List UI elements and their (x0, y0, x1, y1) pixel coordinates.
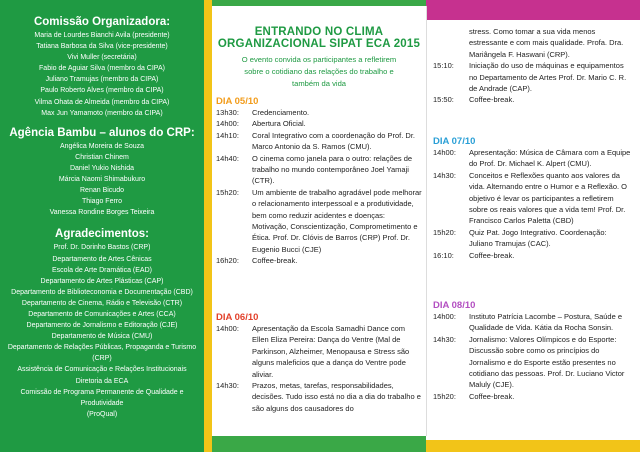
schedule-item (433, 250, 631, 261)
commissao-member: Max Jun Yamamoto (membro da CIPA) (41, 109, 163, 117)
agradecimento-item: Departamento de Artes Cênicas (52, 255, 152, 263)
agradecimento-item: Departamento de Jornalismo e Editoração (CJE) (26, 322, 178, 330)
agradecimento-item: Departamento de Comunicações e Artes (CCA) (28, 310, 176, 318)
schedule-item (433, 60, 631, 94)
agradecimento-item: Prof. Dr. Dorinho Bastos (CRP) (53, 244, 151, 252)
agradecimento-item: Departamento de Cinema, Rádio e Televisão (CTR) (21, 299, 183, 307)
title-line2: ORGANIZACIONAL SIPAT ECA 2015 (217, 38, 421, 50)
day3-label: DIA 07/10 (433, 136, 476, 147)
schedule-item (433, 94, 631, 105)
agradecimento-item: Departamento de Biblioteconomia e Documentação (CBD) (11, 288, 193, 296)
item-time: 14h00: (216, 324, 239, 333)
event-title (212, 26, 426, 90)
item-text: Coffee-break. (469, 250, 515, 260)
agencia-member: Christian Chinem (75, 153, 129, 161)
item-time: 14h30: (216, 381, 239, 391)
commissao-title: Comissão Organizadora: (33, 16, 171, 28)
item-time: 14h00: (216, 119, 239, 129)
schedule-item (216, 130, 422, 153)
green-bottom-band (212, 436, 426, 452)
item-text: Coral Integrativo com a coordenação do Prof. Dr. Marco Antonio da S. Ramos (CMU). (252, 130, 416, 152)
schedule-item (216, 323, 422, 380)
item-time: 15:10: (433, 61, 454, 71)
agradecimentos-title: Agradecimentos: (55, 228, 149, 241)
day2-label: DIA 06/10 (216, 312, 259, 323)
commissao-member: Vivi Muller (secretária) (67, 54, 137, 62)
item-text: Abertura Oficial. (252, 119, 306, 129)
schedule-item (433, 147, 631, 170)
schedule-item (433, 334, 631, 391)
commissao-member: Juliano Tramujas (membro da CIPA) (45, 76, 159, 84)
item-text: stress. Como tomar a sua vida menos estressante e com mais qualidade. Profa. Dra. Mariângela F. Haswani (CRP). (469, 27, 624, 59)
agradecimento-item: (ProQual) (86, 410, 118, 418)
schedule-item (216, 107, 422, 118)
agencia-member: Angélica Moreira de Souza (59, 142, 145, 150)
commissao-section (0, 0, 204, 119)
item-time: 14h40: (216, 153, 239, 163)
commissao-member: Paulo Roberto Alves (membro da CIPA) (40, 87, 164, 95)
day3-schedule (433, 136, 631, 261)
yellow-stripe (204, 0, 212, 452)
schedule-item (216, 153, 422, 187)
item-time: 14h10: (216, 130, 239, 140)
agradecimento-item: Escola de Arte Dramática (EAD) (52, 266, 152, 274)
day2-schedule (216, 312, 422, 414)
yellow-bottom-band (426, 440, 640, 452)
item-text: Prazos, metas, tarefas, responsabilidades, decisões. Tudo isso está no dia a dia do trabalho e são alguns dos causadores do (252, 381, 421, 413)
day1-label: DIA 05/10 (216, 96, 259, 107)
continuation-text (433, 26, 631, 60)
item-time: 14h00: (433, 148, 456, 157)
column-divider (426, 6, 427, 436)
schedule-item (216, 380, 422, 414)
day4-label: DIA 08/10 (433, 300, 476, 311)
agradecimento-item: Diretoria da ECA (75, 377, 129, 385)
schedule-item (433, 170, 631, 227)
item-time: 15:50: (433, 95, 454, 105)
item-text: Jornalismo: Valores Olímpicos e do Esporte: Discussão sobre como os princípios do Jornalismo e do Esporte estão presentes no cotidiano das pessoas. Prof. Dr. Luciano Victor Maluly (CJE). (469, 334, 625, 390)
item-text: Conceitos e Reflexões quanto aos valores da vida. Alternando entre o Humor e a Reflexão. O objetivo é levar os participantes a refletirem sobre os reais valores que a vida tem! Prof. Dr. Francisco Carlos Paletta (CBD) (469, 170, 628, 226)
schedule-item (216, 187, 422, 255)
schedule-item (216, 255, 422, 266)
agencia-member: Renan Bicudo (80, 187, 124, 195)
item-text: Coffee-break. (469, 391, 515, 401)
agencia-section (0, 127, 204, 219)
commissao-member: Tatiana Barbosa da Silva (vice-presidente) (36, 43, 168, 51)
day2-continuation (433, 26, 631, 106)
title-line1: ENTRANDO NO CLIMA (254, 26, 384, 38)
commissao-member: Fabio de Aguiar Silva (membro da CIPA) (39, 65, 165, 73)
item-time: 15h20: (216, 187, 239, 197)
day1-schedule (216, 96, 422, 267)
item-text: Instituto Patrícia Lacombe – Postura, Saúde e Qualidade de Vida. Kátia da Rocha Sonsin. (469, 312, 623, 333)
agencia-member: Daniel Yukio Nishida (69, 164, 135, 172)
item-time: 14h30: (433, 334, 456, 344)
agradecimento-item: Assistência de Comunicação e Relações Institucionais (17, 366, 187, 374)
schedule-item (216, 118, 422, 129)
item-time: 14h00: (433, 312, 456, 321)
commissao-member: Vilma Ohata de Almeida (membro da CIPA) (34, 98, 170, 106)
item-time: 16h20: (216, 256, 239, 266)
item-time: 13h30: (216, 108, 239, 117)
left-panel (0, 0, 204, 452)
magenta-top-band (426, 0, 640, 20)
item-text: Apresentação: Música de Câmara com a Equipe do Prof. Dr. Michael K. Alpert (CMU). (469, 148, 631, 169)
green-top-band (212, 0, 426, 6)
item-time: 16:10: (433, 250, 454, 260)
item-text: O cinema como janela para o outro: relações de trabalho no mundo contemporâneo Joel Yamaji (CTR). (252, 153, 413, 186)
agradecimentos-section (0, 228, 204, 420)
schedule-item (433, 391, 631, 402)
item-text: Apresentação da Escola Samadhi Dance com Ellen Eliza Pereira: Dança do Ventre (Mal de Parkinson, Alzheimer, Menopausa e Stress são alguns maleficios que a dança do Ventre pode aliviar. (252, 324, 410, 379)
schedule-item (433, 311, 631, 334)
schedule-item (433, 227, 631, 250)
agradecimento-item: Departamento de Artes Plásticas (CAP) (40, 277, 164, 285)
agencia-member: Márcia Naomi Shimabukuro (58, 176, 146, 184)
day4-schedule (433, 300, 631, 402)
event-subtitle: O evento convida os participantes a refletirem sobre o cotidiano das relações do trabalho e também da vida (241, 55, 397, 88)
commissao-member: Maria de Lourdes Bianchi Avila (presidente) (34, 32, 170, 39)
agradecimento-item: Departamento de Relações Públicas, Propaganda e Turismo (CRP) (7, 344, 197, 363)
agradecimento-item: Departamento de Música (CMU) (51, 333, 153, 341)
item-time: 14h30: (433, 170, 456, 180)
item-text: Credenciamento. (252, 108, 310, 117)
item-time: 15h20: (433, 227, 456, 237)
agradecimento-item: Comissão de Programa Permanente de Qualidade e Produtividade (20, 388, 184, 407)
item-text: Iniciação do uso de máquinas e equipamentos no Departamento de Artes Prof. Dr. Mario C. R. de Andrade (CAP). (469, 61, 627, 94)
agencia-member: Vanessa Rondine Borges Teixeira (49, 209, 155, 217)
item-text: Coffee-break. (469, 95, 515, 105)
item-text: Quiz Pat. Jogo Integrativo. Coordenação: Juliano Tramujas (CAC). (469, 227, 607, 249)
item-text: Um ambiente de trabalho agradável pode melhorar o relacionamento interpessoal e a produtividade, bem como reduzir acidentes e doenças: Motivação, Conscientização, Comprometimento e Ética. Prof. Dr. Clóvis de Barros (CRP) Prof. Dr. Eugenio Bucci (CJE) (252, 187, 422, 254)
agencia-member: Thiago Ferro (81, 198, 123, 206)
item-time: 15h20: (433, 391, 456, 401)
agencia-title: Agência Bambu – alunos do CRP: (9, 126, 195, 139)
item-text: Coffee-break. (252, 256, 298, 266)
